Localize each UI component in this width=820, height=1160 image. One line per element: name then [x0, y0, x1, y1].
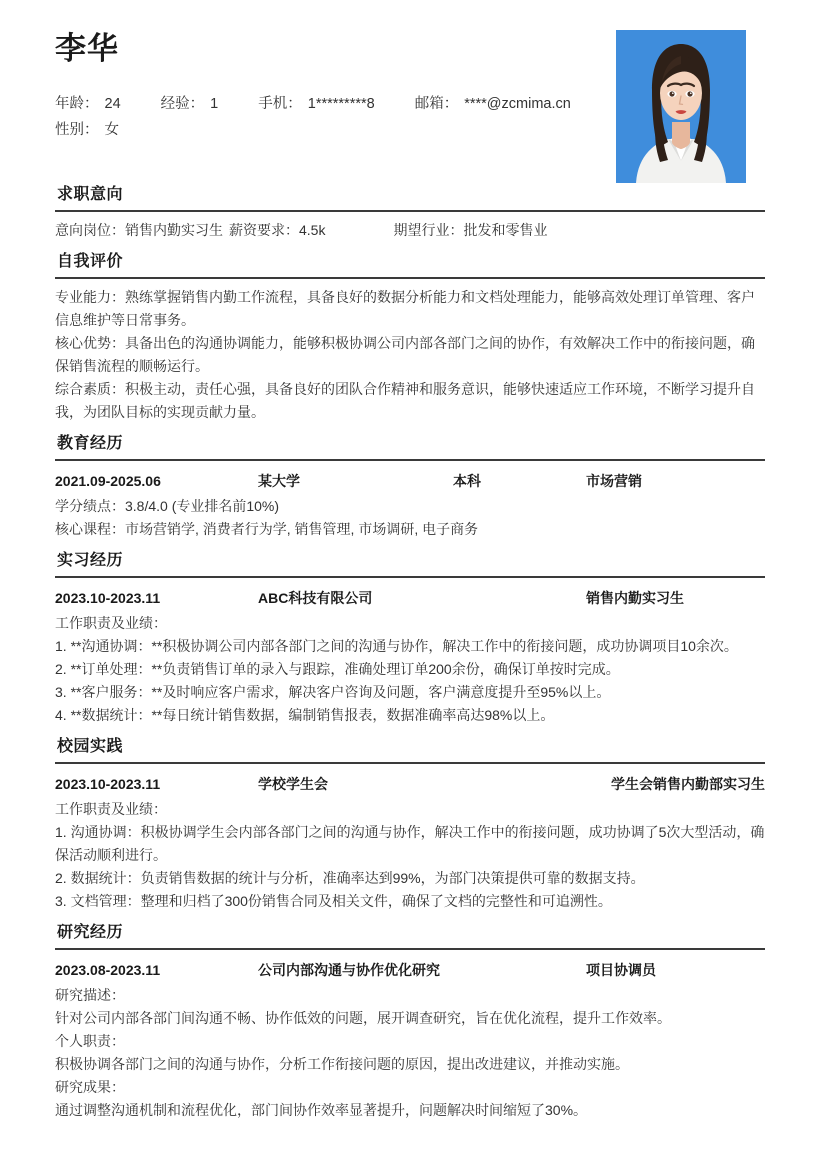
education-entry-header [55, 470, 765, 493]
internship-entry-header [55, 587, 765, 610]
info-email-label: 邮箱： [414, 95, 459, 112]
internship-duty-item: 2. **订单处理：**负责销售订单的录入与跟踪，准确处理订单200余份，确保订单按时完成。 [55, 661, 620, 677]
internship-duty-item: 3. **客户服务：**及时响应客户需求，解决客户咨询及问题，客户满意度提升至95%以上。 [55, 684, 611, 700]
education-courses: 核心课程：市场营销学, 消费者行为学, 销售管理, 市场调研, 电子商务 [55, 521, 479, 537]
research-block-label: 研究成果： [55, 1079, 125, 1095]
campus-practice-duty-item: 2. 数据统计：负责销售数据的统计与分析，准确率达到99%，为部门决策提供可靠的数据支持。 [55, 870, 645, 886]
campus-practice-entry-header [55, 773, 765, 796]
research-role: 项目协调员 [586, 962, 656, 978]
self-evaluation-body [55, 279, 765, 424]
section-title-job-intent: 求职意向 [55, 181, 765, 212]
section-campus-practice [55, 733, 765, 913]
campus-practice-body [55, 764, 765, 913]
section-title-education: 教育经历 [55, 430, 765, 461]
section-job-intent [55, 181, 765, 242]
section-self-evaluation [55, 248, 765, 424]
info-email-value: ****@zcmima.cn [464, 95, 571, 112]
campus-practice-date: 2023.10-2023.11 [55, 776, 161, 792]
education-details [55, 493, 765, 541]
info-phone-value: 1*********8 [307, 95, 375, 112]
education-body [55, 461, 765, 541]
campus-practice-details [55, 796, 765, 913]
info-phone [258, 91, 374, 117]
section-education [55, 430, 765, 541]
section-title-campus-practice: 校园实践 [55, 733, 765, 764]
research-details [55, 982, 765, 1122]
education-degree: 本科 [453, 473, 481, 489]
info-gender [55, 117, 119, 143]
research-project: 公司内部沟通与协作优化研究 [258, 962, 440, 978]
profile-photo-illustration [616, 30, 746, 183]
self-evaluation-paragraph: 综合素质：积极主动，责任心强，具备良好的团队合作精神和服务意识，能够快速适应工作环境，不断学习提升自我，为团队目标的实现贡献力量。 [55, 381, 755, 420]
internship-role: 销售内勤实习生 [586, 590, 684, 606]
research-block-text: 针对公司内部各部门间沟通不畅、协作低效的问题，展开调查研究，旨在优化流程，提升工作效率。 [55, 1010, 671, 1026]
candidate-name: 李华 [55, 31, 119, 66]
education-school: 某大学 [258, 473, 300, 489]
info-age-value: 24 [104, 95, 121, 112]
job-intent-salary-value: 4.5k [299, 222, 326, 238]
education-date: 2021.09-2025.06 [55, 473, 161, 489]
info-age [55, 91, 121, 117]
education-major: 市场营销 [586, 473, 642, 489]
campus-practice-organization: 学校学生会 [258, 776, 328, 792]
campus-practice-role: 学生会销售内勤部实习生 [611, 776, 765, 792]
info-gender-value: 女 [104, 121, 119, 138]
internship-details [55, 610, 765, 727]
internship-duty-item: 4. **数据统计：**每日统计销售数据，编制销售报表，数据准确率高达98%以上。 [55, 707, 555, 723]
internship-body [55, 578, 765, 727]
info-age-label: 年龄： [55, 95, 99, 112]
self-evaluation-paragraph: 专业能力：熟练掌握销售内勤工作流程，具备良好的数据分析能力和文档处理能力，能够高效处理订单管理、客户信息维护等日常事务。 [55, 289, 755, 328]
job-intent-industry-value: 批发和零售业 [463, 222, 548, 238]
job-intent-salary-label: 薪资要求： [229, 222, 299, 238]
research-block-text: 通过调整沟通机制和流程优化，部门间协作效率显著提升，问题解决时间缩短了30%。 [55, 1102, 588, 1118]
info-gender-label: 性别： [55, 121, 99, 138]
internship-date: 2023.10-2023.11 [55, 590, 161, 606]
info-phone-label: 手机： [258, 95, 302, 112]
education-gpa: 学分绩点：3.8/4.0 (专业排名前10%) [55, 498, 280, 514]
info-experience-label: 经验： [160, 95, 205, 112]
job-intent-position-value: 销售内勤实习生 [125, 222, 223, 238]
research-block-label: 研究描述： [55, 987, 125, 1003]
research-block-text: 积极协调各部门之间的沟通与协作，分析工作衔接问题的原因，提出改进建议，并推动实施。 [55, 1056, 629, 1072]
section-research [55, 919, 765, 1122]
job-intent-industry-label: 期望行业： [393, 222, 464, 238]
job-intent-body [55, 212, 765, 242]
job-intent-position-label: 意向岗位： [55, 222, 125, 238]
section-title-internship: 实习经历 [55, 547, 765, 578]
self-evaluation-paragraph: 核心优势：具备出色的沟通协调能力，能够积极协调公司内部各部门之间的协作，有效解决工作中的衔接问题，确保销售流程的顺畅运行。 [55, 335, 755, 374]
research-date: 2023.08-2023.11 [55, 962, 161, 978]
resume-header [55, 0, 765, 175]
job-intent-line [55, 219, 765, 242]
research-body [55, 950, 765, 1122]
info-experience [161, 91, 219, 117]
campus-practice-duties-label: 工作职责及业绩： [55, 801, 167, 817]
campus-practice-duty-item: 3. 文档管理：整理和归档了300份销售合同及相关文件，确保了文档的完整性和可追溯性。 [55, 893, 612, 909]
section-internship [55, 547, 765, 727]
info-email [415, 91, 571, 117]
internship-duties-label: 工作职责及业绩： [55, 615, 167, 631]
section-title-research: 研究经历 [55, 919, 765, 950]
info-experience-value: 1 [210, 95, 219, 112]
section-title-self-evaluation: 自我评价 [55, 248, 765, 279]
campus-practice-duty-item: 1. 沟通协调：积极协调学生会内部各部门之间的沟通与协作，解决工作中的衔接问题，成功协调了5次大型活动，确保活动顺利进行。 [55, 824, 765, 863]
internship-duty-item: 1. **沟通协调：**积极协调公司内部各部门之间的沟通与协作，解决工作中的衔接问题，成功协调项目10余次。 [55, 638, 738, 654]
profile-photo [616, 30, 746, 183]
research-entry-header [55, 959, 765, 982]
research-block-label: 个人职责： [55, 1033, 125, 1049]
internship-company: ABC科技有限公司 [258, 590, 373, 606]
